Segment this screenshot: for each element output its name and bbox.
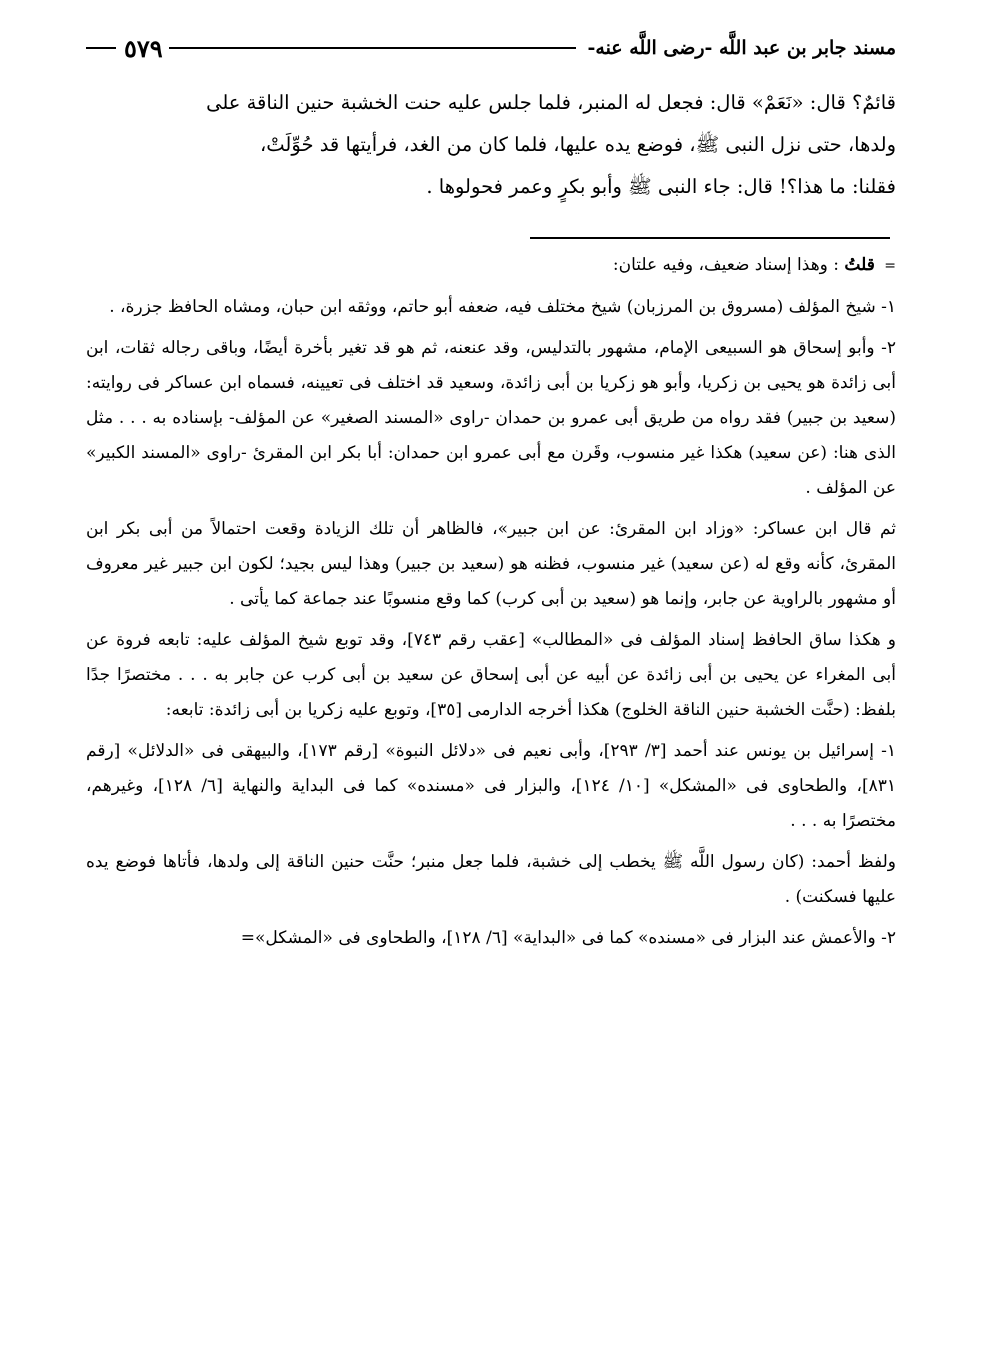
footnote-intro (86, 248, 896, 284)
intro-label: قلتُ (844, 255, 875, 275)
main-text-line: فقلنا: ما هذا؟! قال: جاء النبى ﷺ وأبو بكرٍ وعمر فحولوها . (426, 175, 896, 198)
intro-text: : وهذا إسناد ضعيف، وفيه علتان: (612, 255, 839, 275)
footnote-paragraph: ثم قال ابن عساكر: «وزاد ابن المقرئ: عن ابن جبير»، فالظاهر أن تلك الزيادة وقعت احتمالاً من أبى بكر ابن المقرئ، كأنه وقع له (عن سعيد) غير منسوب، فظنه هو (سعيد بن جبير) وهذا ليس بجيد؛ لكون ابن جبير غير معروف أو مشهور بالراوية عن جابر، وإنما هو (سعيد بن أبى كرب) كما وقع منسوبًا عند جماعة كما يأتى . (86, 519, 896, 609)
main-text-line: قائمٌ؟ قال: «نَعَمْ» قال: فجعل له المنبر، فلما جلس عليه حنت الخشبة حنين الناقة على (206, 91, 896, 114)
page-header (86, 30, 896, 66)
footnote-divider (530, 237, 890, 239)
footnote-paragraph: و هكذا ساق الحافظ إسناد المؤلف فى «المطالب» [عقب رقم ٧٤٣]، وقد توبع شيخ المؤلف عليه: تابعه فروة عن أبى المغراء عن يحيى بن أبى زائدة عن أبيه عن أبى إسحاق عن سعيد بن أبى كرب عن جابر به . . . مختصرًا جدًا بلفظ: (حنَّت الخشبة حنين الناقة الخلوج) هكذا أخرجه الدارمى [٣٥]، وتوبع عليه زكريا بن أبى زائدة: تابعه: (86, 630, 896, 720)
main-text (86, 82, 896, 208)
header-rule (169, 47, 576, 49)
continuation-mark: = (884, 258, 896, 274)
running-title: مسند جابر بن عبد اللَّه -رضى اللَّه عنه- (587, 37, 896, 59)
main-text-line: ولدها، حتى نزل النبى ﷺ، فوضع يده عليها، فلما كان من الغد، فرأيتها قد حُوِّلَتْ، (259, 133, 896, 156)
footnotes (86, 248, 896, 962)
footnote-paragraph: ٢- والأعمش عند البزار فى «مسنده» كما فى «البداية» [٦/ ١٢٨]، والطحاوى فى «المشكل»= (240, 928, 896, 948)
footnote-paragraph: ولفظ أحمد: (كان رسول اللَّه ﷺ يخطب إلى خشبة، فلما جعل منبر؛ حنَّت حنين الناقة إلى ولدها، فأتاها فوضع يده عليها فسكنت) . (86, 852, 896, 907)
footnote-paragraph: ١- شيخ المؤلف (مسروق بن المرزبان) شيخ مختلف فيه، ضعفه أبو حاتم، ووثقه ابن حبان، ومشاه الحافظ جزرة، . (109, 297, 896, 317)
page-number-text: ٥٧٩ (124, 33, 163, 63)
footnote-paragraph: ٢- وأبو إسحاق هو السبيعى الإمام، مشهور بالتدليس، وقد عنعنه، ثم هو قد تغير بأخرة أيضًا، وباقى رجاله ثقات، ابن أبى زائدة هو يحيى بن زكريا، وأبو هو زكريا بن أبى زائدة، وسعيد قد اختلف فى تعيينه، فسماه ابن عساكر فى روايته: (سعيد بن جبير) فقد رواه من طريق أبى عمرو بن حمدان -راوى «المسند الصغير» عن المؤلف- بإسناده به . . . مثل الذى هنا: (عن سعيد) هكذا غير منسوب، وقَرن مع أبى عمرو ابن حمدان: أبا بكر ابن المقرئ -راوى «المسند الكبير» عن المؤلف . (86, 338, 896, 498)
page-number (86, 34, 163, 63)
footnote-paragraph: ١- إسرائيل بن يونس عند أحمد [٣/ ٢٩٣]، وأبى نعيم فى «دلائل النبوة» [رقم ١٧٣]، والبيهقى فى «الدلائل» [رقم ٨٣١]، والطحاوى فى «المشكل» [١٠/ ١٢٤]، والبزار فى «مسنده» كما فى البداية والنهاية [٦/ ١٢٨]، وغيرهم، مختصرًا به . . . (86, 741, 896, 831)
page-number-dash (86, 47, 116, 49)
